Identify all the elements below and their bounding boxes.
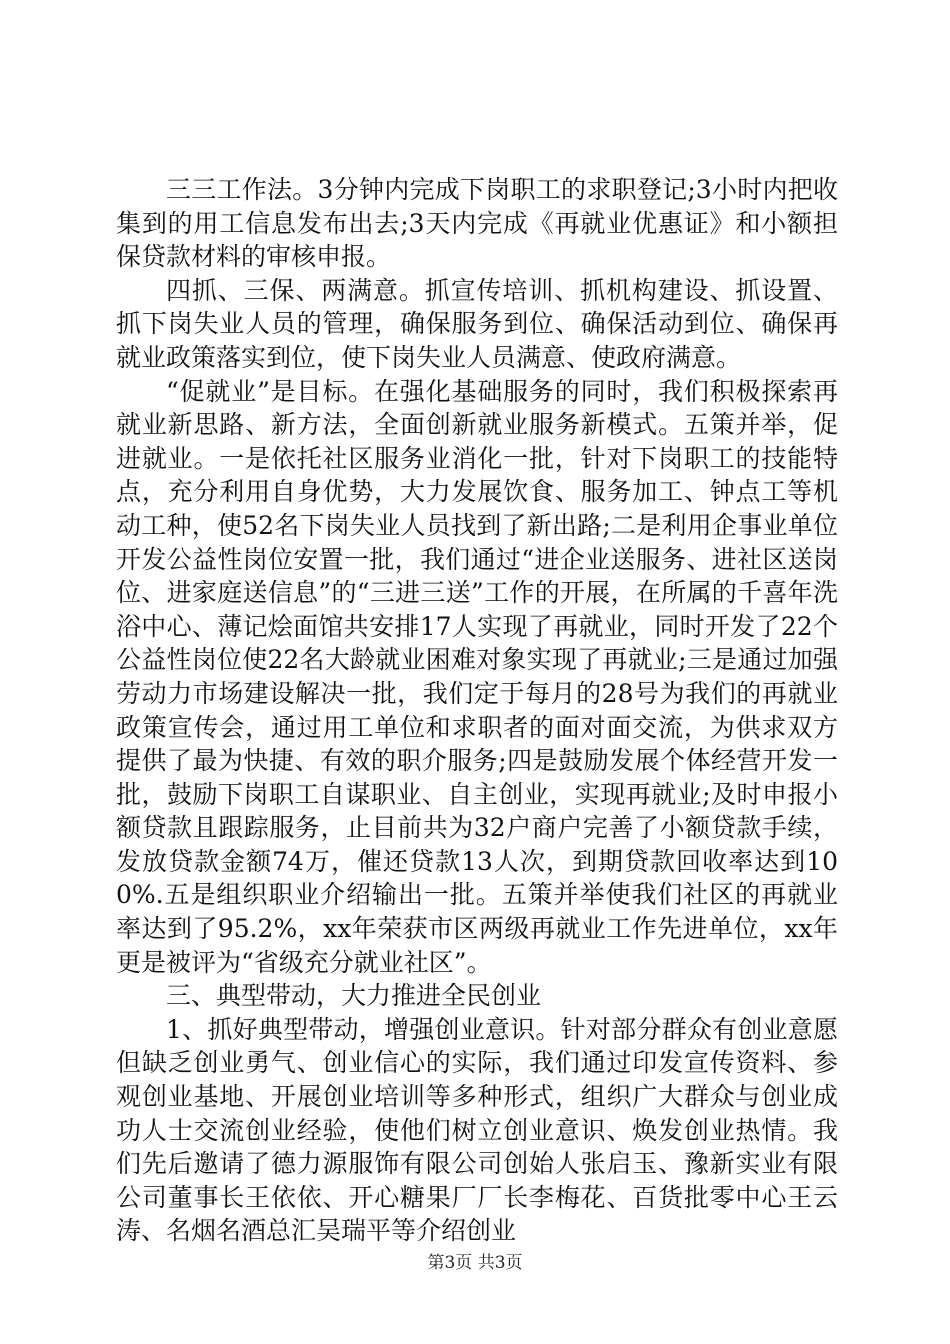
page-footer: 第3页 共3页	[427, 1253, 523, 1273]
section-heading-entrepreneurship: 三、典型带动，大力推进全民创业	[166, 981, 542, 1011]
paragraph-promote-employment: “促就业”是目标。在强化基础服务的同时，我们积极探索再就业新思路、新方法，全面创新就业服务新模式。五策并举，促进就业。一是依托社区服务业消化一批，针对下岗职工的技能特点，充分利用自身优势，大力发展饮食、服务加工、钟点工等机动工种，使52名下岗失业人员找到了新出路;二是利用企事业单位开发公益性岗位安置一批，我们通过“进企业送服务、进社区送岗位、进家庭送信息”的“三进三送”工作的开展，在所属的千喜年洗浴中心、薄记烩面馆共安排17人实现了再就业，同时开发了22个公益性岗位使22名大龄就业困难对象实现了再就业;三是通过加强劳动力市场建设解决一批，我们定于每月的28号为我们的再就业政策宣传会，通过用工单位和求职者的面对面交流，为供求双方提供了最为快捷、有效的职介服务;四是鼓励发展个体经营开发一批，鼓励下岗职工自谋职业、自主创业，实现再就业;及时申报小额贷款且跟踪服务，止目前共为32户商户完善了小额贷款手续，发放贷款金额74万，催还贷款13人次，到期贷款回收率达到100%.五是组织职业介绍输出一批。五策并举使我们社区的再就业率达到了95.2%，xx年荣获市区两级再就业工作先进单位，xx年更是被评为“省级充分就业社区”。	[116, 376, 838, 977]
paragraph-typical-examples: 1、抓好典型带动，增强创业意识。针对部分群众有创业意愿但缺乏创业勇气、创业信心的实际，我们通过印发宣传资料、参观创业基地、开展创业培训等多种形式，组织广大群众与创业成功人士交流创业经验，使他们树立创业意识、焕发创业热情。我们先后邀请了德力源服饰有限公司创始人张启玉、豫新实业有限公司董事长王依依、开心糖果厂厂长李梅花、百货批零中心王云涛、名烟名酒总汇吴瑞平等介绍创业	[116, 1014, 838, 1246]
paragraph-three-three-method: 三三工作法。3分钟内完成下岗职工的求职登记;3小时内把收集到的用工信息发布出去;3天内完成《再就业优惠证》和小额担保贷款材料的审核申报。	[116, 175, 838, 272]
paragraph-four-three-two: 四抓、三保、两满意。抓宣传培训、抓机构建设、抓设置、抓下岗失业人员的管理，确保服务到位、确保活动到位、确保再就业政策落实到位，使下岗失业人员满意、使政府满意。	[116, 275, 838, 372]
document-body	[116, 173, 838, 1248]
